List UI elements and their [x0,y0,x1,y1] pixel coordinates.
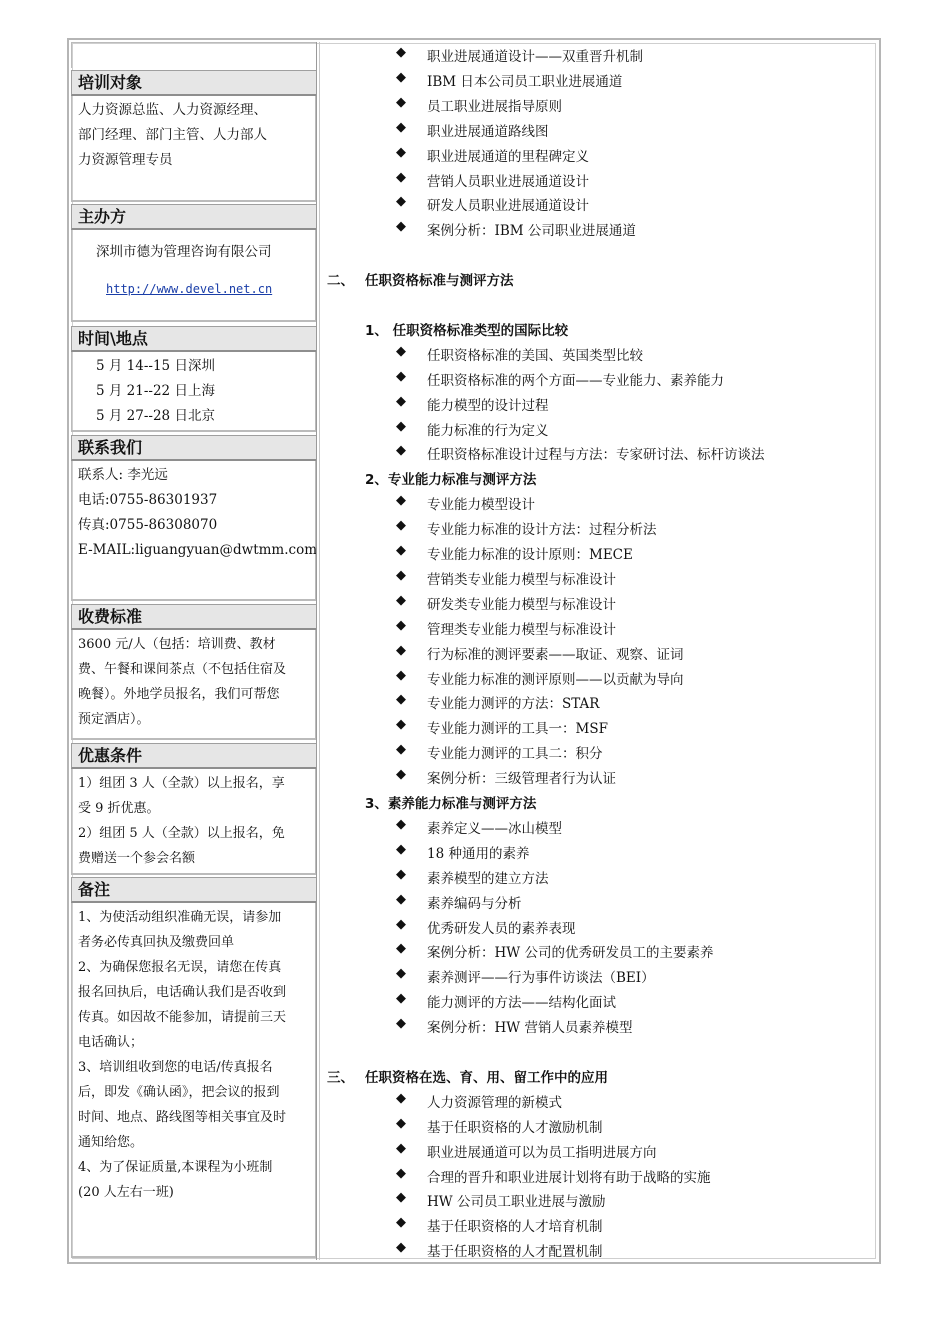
text-line: 电话:0755-86301937 [78,492,218,508]
bullet-text: 能力标准的行为定义 [427,422,549,439]
diamond-bullet-icon: ◆ [396,45,406,60]
diamond-bullet-icon: ◆ [396,1090,406,1106]
text-line: 电话确认； [78,1035,144,1050]
text-line: 3600 元/人（包括：培训费、教材 [78,637,276,652]
text-line: 人力资源总监、人力资源经理、 [78,102,267,118]
section-body [71,630,317,740]
diamond-bullet-icon: ◆ [396,443,406,459]
bullet-text: 专业能力标准的测评原则——以贡献为导向 [427,671,684,688]
bullet-text: 案例分析：HW 营销人员素养模型 [427,1020,633,1037]
diamond-bullet-icon: ◆ [396,1016,406,1032]
diamond-bullet-icon: ◆ [396,567,406,583]
section-heading-text: 任职资格在选、育、用、留工作中的应用 [365,1069,608,1086]
diamond-bullet-icon: ◆ [396,816,406,832]
text-line: 1、为使活动组织准确无误，请参加 [78,910,282,925]
text-line: 报名回执后，电话确认我们是否收到 [78,985,287,1000]
diamond-bullet-icon: ◆ [396,841,406,857]
diamond-bullet-icon: ◆ [396,393,406,409]
diamond-bullet-icon: ◆ [396,493,406,509]
text-line: (20 人左右一班) [78,1185,174,1200]
subsection-heading: 1、 任职资格标准类型的国际比较 [365,322,569,339]
bullet-text: 素养编码与分析 [427,895,522,912]
diamond-bullet-icon: ◆ [396,343,406,359]
bullet-text: 员工职业进展指导原则 [427,98,562,115]
text-line: E-MAIL:liguangyuan@dwtmm.com [78,542,318,558]
bullet-text: 专业能力标准的设计方法：过程分析法 [427,522,657,539]
section-notes [71,877,317,1258]
text-line: 3、培训组收到您的电话/传真报名 [78,1060,273,1075]
text-line: 预定酒店）。 [78,712,150,727]
diamond-bullet-icon: ◆ [396,991,406,1007]
subsection-heading: 3、素养能力标准与测评方法 [365,796,537,812]
bullet-text: 案例分析：HW 公司的优秀研发员工的主要素养 [427,945,714,962]
diamond-bullet-icon: ◆ [396,368,406,384]
diamond-bullet-icon: ◆ [396,742,406,758]
bullet-text: 能力测评的方法——结构化面试 [427,995,616,1012]
bullet-text: 职业进展通道路线图 [427,123,549,140]
bullet-text: 职业进展通道设计——双重晋升机制 [427,49,643,65]
diamond-bullet-icon: ◆ [396,1165,406,1181]
bullet-text: 研发类专业能力模型与标准设计 [427,596,616,613]
section-training-target [71,70,317,202]
text-line: 通知给您。 [78,1135,144,1150]
bullet-text: HW 公司员工职业进展与激励 [427,1194,606,1211]
text-line: 5 月 14--15 日深圳 [96,358,215,374]
section-time-place [71,326,317,432]
text-line: 者务必传真回执及缴费回单 [78,935,235,950]
bullet-text: 专业能力标准的设计原则：MECE [427,547,633,563]
diamond-bullet-icon: ◆ [396,219,406,235]
section-fees [71,604,317,740]
section-body [71,230,317,322]
diamond-bullet-icon: ◆ [396,866,406,882]
section-body [71,96,317,202]
text-line: 力资源管理专员 [78,152,173,168]
diamond-bullet-icon: ◆ [396,667,406,683]
organizer-url-link[interactable]: http://www.devel.net.cn [106,282,273,296]
diamond-bullet-icon: ◆ [396,418,406,434]
text-line: 传真:0755-86308070 [78,517,218,533]
diamond-bullet-icon: ◆ [396,119,406,135]
text-line: 1）组团 3 人（全款）以上报名，享 [78,776,285,791]
bullet-text: 任职资格标准的美国、英国类型比较 [427,347,643,364]
column-separator [316,42,320,1260]
text-line: 时间、地点、路线图等相关事宜及时 [78,1110,287,1125]
bullet-text: 能力模型的设计过程 [427,397,549,414]
section-heading-text: 任职资格标准与测评方法 [365,273,514,290]
section-title: 收费标准 [71,604,317,630]
section-number: 二、 [327,273,354,290]
bullet-text: 素养测评——行为事件访谈法（BEI） [427,970,655,987]
text-line: 费赠送一个参会名额 [78,851,196,866]
bullet-text: 人力资源管理的新模式 [427,1094,562,1111]
bullet-text: 专业能力测评的方法：STAR [427,696,600,713]
diamond-bullet-icon: ◆ [396,1190,406,1206]
text-line: 5 月 21--22 日上海 [96,383,215,399]
section-title: 备注 [71,877,317,903]
bullet-text: 案例分析：三级管理者行为认证 [427,771,616,788]
sidebar-top-blank [71,42,317,68]
diamond-bullet-icon: ◆ [396,916,406,932]
bullet-text: 任职资格标准设计过程与方法：专家研讨法、标杆访谈法 [427,447,765,464]
diamond-bullet-icon: ◆ [396,891,406,907]
bullet-text: 管理类专业能力模型与标准设计 [427,621,616,638]
bullet-text: 营销类专业能力模型与标准设计 [427,571,616,588]
text-line: 费、午餐和课间茶点（不包括住宿及 [78,662,287,677]
text-line: 后，即发《确认函》，把会议的报到 [78,1085,280,1100]
section-organizer [71,204,317,322]
section-title: 时间\地点 [71,326,317,352]
organizer-name: 深圳市德为管理咨询有限公司 [96,244,272,260]
section-number: 三、 [327,1069,354,1086]
bullet-text: 基于任职资格的人才培育机制 [427,1219,603,1236]
sidebar [71,42,317,1260]
text-line: 晚餐）。外地学员报名，我们可帮您 [78,687,280,702]
diamond-bullet-icon: ◆ [396,717,406,733]
bullet-text: 专业能力模型设计 [427,497,535,514]
diamond-bullet-icon: ◆ [396,966,406,982]
bullet-text: 基于任职资格的人才配置机制 [427,1244,603,1261]
bullet-text: 专业能力测评的工具一：MSF [427,721,608,738]
bullet-text: 任职资格标准的两个方面——专业能力、素养能力 [427,372,724,389]
section-discount [71,743,317,875]
bullet-text: 优秀研发人员的素养表现 [427,920,576,937]
diamond-bullet-icon: ◆ [396,767,406,783]
section-body [71,903,317,1258]
diamond-bullet-icon: ◆ [396,642,406,658]
section-title: 联系我们 [71,435,317,461]
section-body [71,769,317,875]
text-line: 2）组团 5 人（全款）以上报名，免 [78,826,285,841]
bullet-text: 案例分析：IBM 公司职业进展通道 [427,223,636,240]
diamond-bullet-icon: ◆ [396,941,406,957]
bullet-text: 基于任职资格的人才激励机制 [427,1119,603,1136]
diamond-bullet-icon: ◆ [396,194,406,210]
diamond-bullet-icon: ◆ [396,1115,406,1131]
diamond-bullet-icon: ◆ [396,1140,406,1156]
diamond-bullet-icon: ◆ [396,69,406,85]
diamond-bullet-icon: ◆ [396,617,406,633]
bullet-text: 研发人员职业进展通道设计 [427,198,589,215]
section-body [71,352,317,432]
diamond-bullet-icon: ◆ [396,144,406,160]
section-title: 优惠条件 [71,743,317,769]
bullet-text: 专业能力测评的工具二：积分 [427,746,603,763]
bullet-text: 合理的晋升和职业进展计划将有助于战略的实施 [427,1169,711,1186]
bullet-text: 素养定义——冰山模型 [427,820,562,837]
bullet-text: 营销人员职业进展通道设计 [427,173,589,190]
text-line: 4、为了保证质量,本课程为小班制 [78,1160,273,1175]
bullet-text: 行为标准的测评要素——取证、观察、证词 [427,646,684,663]
text-line: 联系人: 李光远 [78,467,168,483]
diamond-bullet-icon: ◆ [396,169,406,185]
diamond-bullet-icon: ◆ [396,94,406,110]
bullet-text: IBM 日本公司员工职业进展通道 [427,73,623,90]
text-line: 传真。如因故不能参加，请提前三天 [78,1010,287,1025]
text-line: 部门经理、部门主管、人力部人 [78,127,267,143]
diamond-bullet-icon: ◆ [396,692,406,708]
subsection-heading: 2、专业能力标准与测评方法 [365,472,537,489]
bullet-text: 素养模型的建立方法 [427,870,549,887]
section-title: 培训对象 [71,70,317,96]
text-line: 5 月 27--28 日北京 [96,408,215,424]
text-line: 受 9 折优惠。 [78,801,160,816]
section-body [71,461,317,601]
diamond-bullet-icon: ◆ [396,1240,406,1256]
diamond-bullet-icon: ◆ [396,1215,406,1231]
diamond-bullet-icon: ◆ [396,543,406,558]
bullet-text: 职业进展通道的里程碑定义 [427,148,589,165]
text-line: 2、为确保您报名无误，请您在传真 [78,960,282,975]
section-contact [71,435,317,601]
section-title: 主办方 [71,204,317,230]
diamond-bullet-icon: ◆ [396,518,406,534]
bullet-text: 18 种通用的素养 [427,845,530,862]
diamond-bullet-icon: ◆ [396,592,406,608]
bullet-text: 职业进展通道可以为员工指明进展方向 [427,1144,657,1161]
